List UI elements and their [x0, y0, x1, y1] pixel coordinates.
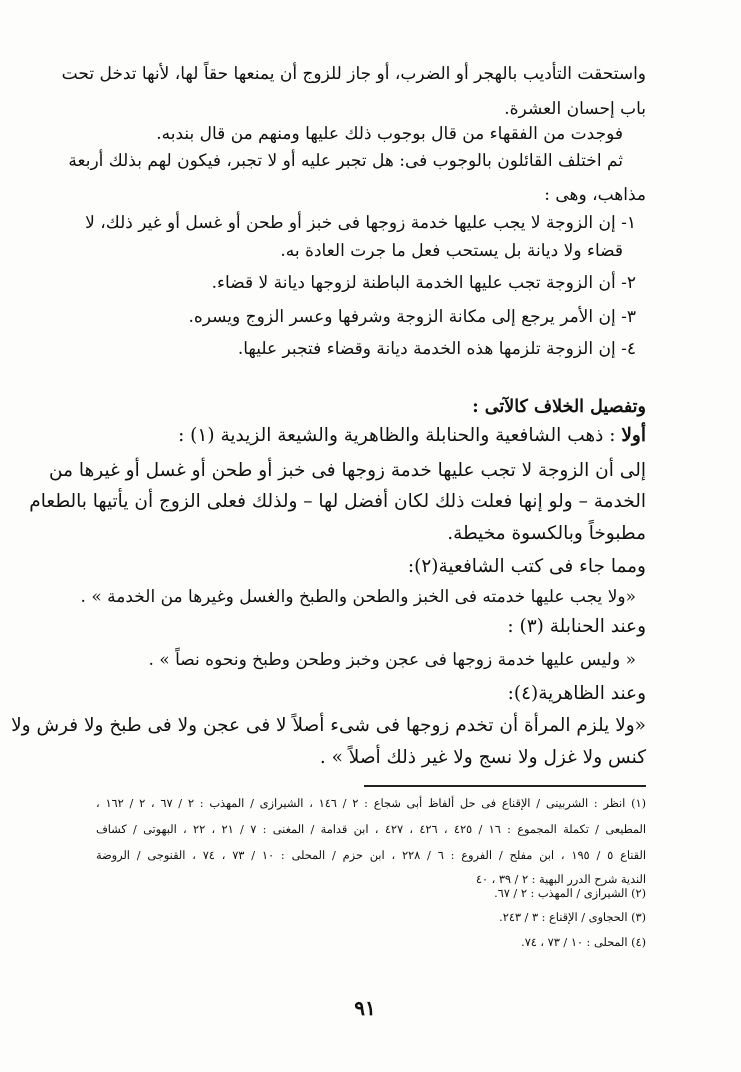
madhhab-item-4: ٤- إن الزوجة تلزمها هذه الخدمة ديانة وقضاء فتجبر عليها. — [237, 339, 636, 359]
intro-line-2: باب إحسان العشرة. — [504, 99, 646, 119]
footnote-2: (٢) الشيرازى / المهذب : ٢ / ٦٧. — [494, 887, 646, 900]
footnote-3: (٣) الحجاوى / الإقناع : ٣ / ٢٤٣. — [499, 911, 646, 924]
section-heading: وتفصيل الخلاف كالآتى : — [472, 397, 646, 417]
zahiriyya-intro: وعند الظاهرية(٤): — [507, 683, 646, 704]
intro-line-4: ثم اختلف القائلون بالوجوب فى: هل تجبر عليه أو لا تجبر، فيكون لهم بذلك أربعة — [68, 151, 623, 171]
madhhab-item-2: ٢- أن الزوجة تجب عليها الخدمة الباطنة لزوجها ديانة لا قضاء. — [211, 273, 636, 293]
madhhab-item-3: ٣- إن الأمر يرجع إلى مكانة الزوجة وشرفها وعسر الزوج ويسره. — [188, 307, 636, 327]
para1-line-1: إلى أن الزوجة لا تجب عليها خدمة زوجها فى خبز أو طحن أو غسل أو غيرها من — [49, 460, 646, 481]
first-opinion-line — [96, 422, 646, 450]
shafii-quote: «ولا يجب عليها خدمته فى الخبز والطحن والطبخ والغسل وغيرها من الخدمة » . — [80, 587, 636, 607]
intro-line-1: واستحقت التأديب بالهجر أو الضرب، أو جاز للزوج أن يمنعها حقاً لها، لأنها تدخل تحت — [61, 64, 646, 84]
zahiriyya-quote-line-2: كنس ولا غزل ولا نسج ولا غير ذلك أصلاً » . — [319, 747, 646, 768]
footnote-1-line-4: الندية شرح الدرر البهية : ٢ / ٣٩ ، ٤٠ — [475, 873, 646, 886]
footnote-4: (٤) المحلى : ١٠ / ٧٣ ، ٧٤. — [521, 936, 646, 949]
zahiriyya-quote-line-1: «ولا يلزم المرأة أن تخدم زوجها فى شىء أصلاً لا فى عجن ولا فى طبخ ولا فرش ولا — [11, 715, 646, 736]
para1-line-2: الخدمة – ولو إنها فعلت ذلك لكان أفضل لها – ولذلك فعلى الزوج أن يأتيها بالطعام — [29, 491, 646, 512]
footnote-1-line-2: المطيعى / تكملة المجموع : ١٦ / ٤٢٥ ، ٤٢٦ ، ٤٢٧ ، ابن قدامة / المغنى : ٧ / ٢١ ، ٢٢ ، البهوتى / كشاف — [96, 823, 646, 836]
madhhab-item-1-line-1: ١- إن الزوجة لا يجب عليها خدمة زوجها فى خبز أو طحن أو غسل أو غير ذلك، لا — [85, 213, 636, 233]
first-opinion-text: : ذهب الشافعية والحنابلة والظاهرية والشيعة الزيدية (١) : — [178, 425, 616, 446]
shafii-intro: ومما جاء فى كتب الشافعية(٢): — [407, 556, 646, 577]
hanabila-quote: « وليس عليها خدمة زوجها فى عجن وخبز وطحن وطبخ ونحوه نصاً » . — [148, 650, 636, 670]
intro-line-5: مذاهب، وهى : — [544, 185, 646, 205]
footnote-1-line-1: (١) انظر : الشربينى / الإقناع فى حل ألفاظ أبى شجاع : ٢ / ١٤٦ ، الشيرازى / المهذب : ٢ / ٦٧ ، ٢ / ١٦٢ ، — [96, 797, 646, 810]
page-number: ٩١ — [354, 996, 376, 1020]
footnote-separator — [364, 785, 646, 787]
footnote-1-line-3: القناع ٥ / ١٩٥ ، ابن مفلح / الفروع : ٦ / ٢٢٨ ، ابن حزم / المحلى : ١٠ / ٧٣ ، ٧٤ ، القنوجى / الروضة — [96, 849, 646, 862]
intro-line-3: فوجدت من الفقهاء من قال بوجوب ذلك عليها ومنهم من قال بندبه. — [156, 124, 623, 144]
first-label: أولا — [621, 425, 646, 446]
para1-line-3: مطبوخاً وبالكسوة مخيطة. — [447, 523, 646, 544]
madhhab-item-1-line-2: قضاء ولا ديانة بل يستحب فعل ما جرت العادة به. — [280, 241, 623, 261]
hanabila-intro: وعند الحنابلة (٣) : — [507, 616, 646, 637]
